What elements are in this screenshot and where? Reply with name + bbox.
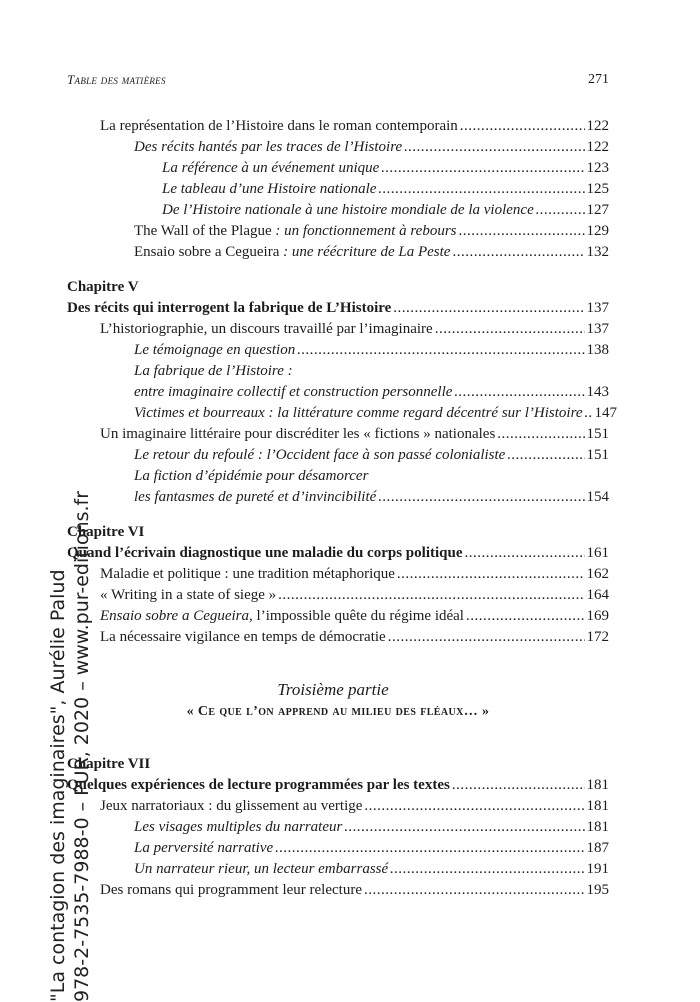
toc-entry[interactable]: « Writing in a state of siege » ..... 164 <box>67 587 609 608</box>
toc-entry[interactable]: Victimes et bourreaux : la littérature comme regard décentré sur l’Histoire ..... 147 <box>67 405 609 426</box>
toc-entry[interactable]: entre imaginaire collectif et construction personnelle ..... 143 <box>67 384 609 405</box>
toc-entry[interactable]: La fiction d’épidémie pour désamorcer <box>134 468 369 484</box>
watermark-line-2: 978-2-7535-7988-0 – PUR, 2020 – www.pur-editions.fr <box>71 490 93 1002</box>
running-header <box>67 72 609 92</box>
toc-entry[interactable]: The Wall of the Plague : un fonctionnement à rebours ..... 129 <box>67 223 609 244</box>
part-subtitle: « Ce que l’on apprend au milieu des fléaux… » <box>186 704 490 719</box>
toc-entry[interactable]: L’historiographie, un discours travaillé par l’imaginaire ..... 137 <box>67 321 609 342</box>
chapter-title[interactable]: Des récits qui interrogent la fabrique de L’Histoire ..... 137 <box>67 300 609 321</box>
toc-entry[interactable]: La fabrique de l’Histoire : <box>134 363 293 379</box>
chapter-title[interactable]: Quand l’écrivain diagnostique une maladie du corps politique ..... 161 <box>67 545 609 566</box>
toc-entry[interactable]: les fantasmes de pureté et d’invincibilité ..... 154 <box>67 489 609 510</box>
chapter-heading: Chapitre V <box>67 279 139 295</box>
toc-entry[interactable]: Le témoignage en question ..... 138 <box>67 342 609 363</box>
toc-entry[interactable]: La nécessaire vigilance en temps de démocratie ..... 172 <box>67 629 609 650</box>
toc-entry[interactable]: La représentation de l’Histoire dans le roman contemporain ..... 122 <box>67 118 609 139</box>
table-of-contents <box>67 118 618 903</box>
toc-entry[interactable]: Des récits hantés par les traces de l’Histoire ..... 122 <box>67 139 609 160</box>
toc-entry[interactable]: La perversité narrative ..... 187 <box>67 840 609 861</box>
watermark-line-1: "La contagion des imaginaires", Aurélie Palud <box>47 569 69 1002</box>
toc-entry[interactable]: Jeux narratoriaux : du glissement au vertige ..... 181 <box>67 798 609 819</box>
toc-entry[interactable]: De l’Histoire nationale à une histoire mondiale de la violence ..... 127 <box>67 202 609 223</box>
toc-entry[interactable]: Maladie et politique : une tradition métaphorique ..... 162 <box>67 566 609 587</box>
toc-entry[interactable]: Les visages multiples du narrateur ..... 181 <box>67 819 609 840</box>
toc-entry[interactable]: Ensaio sobre a Cegueira, l’impossible quête du régime idéal ..... 169 <box>67 608 609 629</box>
toc-entry[interactable]: Ensaio sobre a Cegueira : une réécriture de La Peste ..... 132 <box>67 244 609 265</box>
toc-entry[interactable]: Le retour du refoulé : l’Occident face à son passé colonialiste ..... 151 <box>67 447 609 468</box>
toc-entry[interactable]: Un narrateur rieur, un lecteur embarrassé ..... 191 <box>67 861 609 882</box>
chapter-heading: Chapitre VII <box>67 756 151 772</box>
copyright-watermark <box>46 482 94 1002</box>
part-title: Troisième partie <box>277 680 389 699</box>
chapter-title[interactable]: Quelques expériences de lecture programmées par les textes ..... 181 <box>67 777 609 798</box>
toc-entry[interactable]: Le tableau d’une Histoire nationale ..... 125 <box>67 181 609 202</box>
toc-entry[interactable]: Un imaginaire littéraire pour discréditer les « fictions » nationales ..... 151 <box>67 426 609 447</box>
chapter-heading: Chapitre VI <box>67 524 145 540</box>
page-number: 271 <box>588 72 609 87</box>
toc-entry[interactable]: La référence à un événement unique ..... 123 <box>67 160 609 181</box>
toc-entry[interactable]: Des romans qui programment leur relecture ..... 195 <box>67 882 609 903</box>
running-title: Table des matières <box>67 72 166 87</box>
